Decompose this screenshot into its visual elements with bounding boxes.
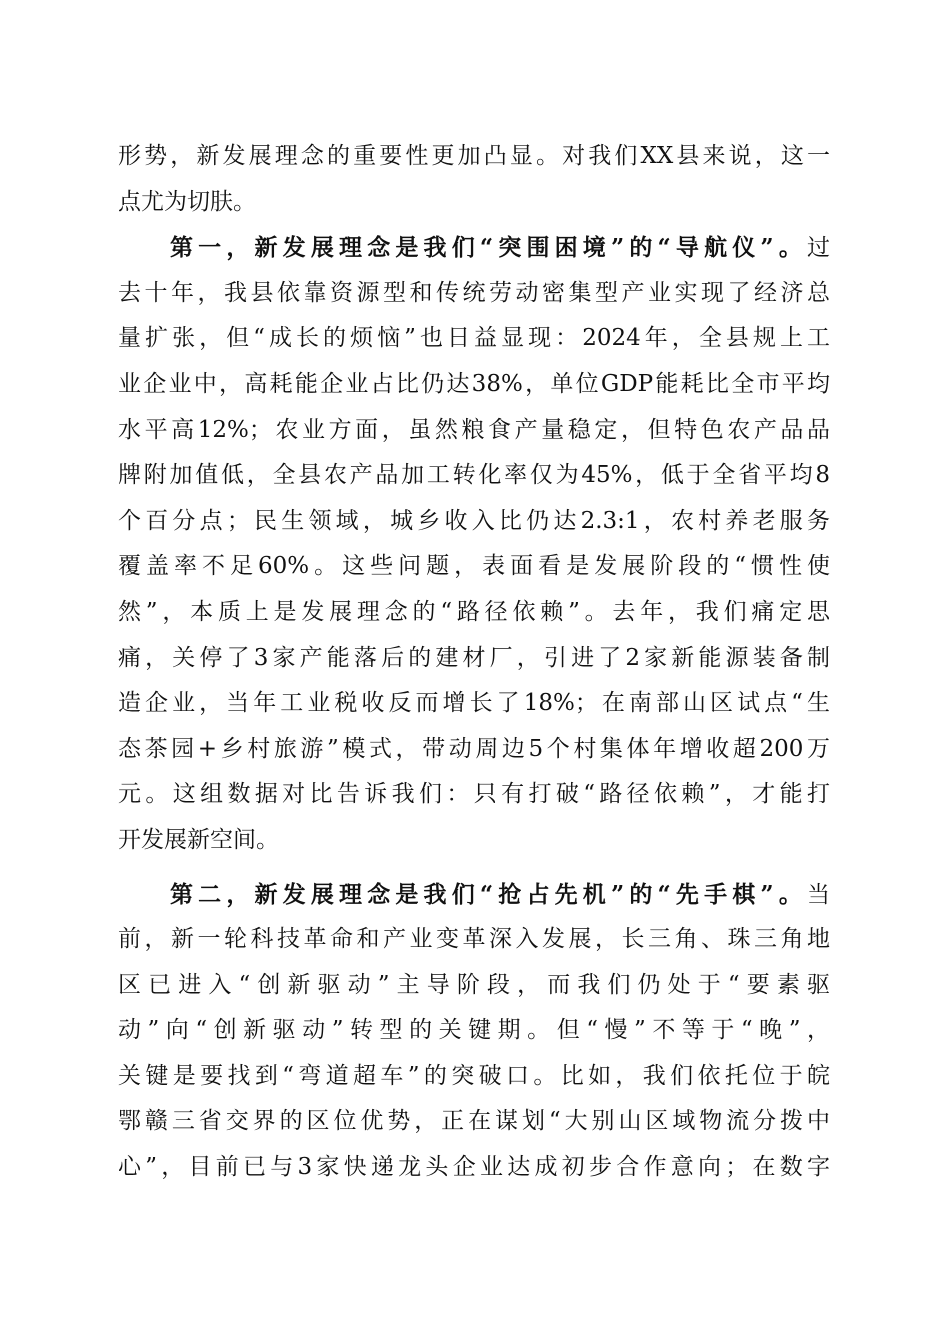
text-line: 牌附加值低，全县农产品加工转化率仅为45%，低于全省平均8 xyxy=(118,462,830,489)
paragraph-2 xyxy=(118,225,830,863)
text-line: 水平高12%；农业方面，虽然粮食产量稳定，但特色农产品品 xyxy=(118,416,830,443)
text-line: 前，新一轮科技革命和产业变革深入发展，长三角、珠三角地 xyxy=(118,926,830,953)
paragraph-1 xyxy=(118,134,830,225)
text-line: 鄂赣三省交界的区位优势，正在谋划“大别山区域物流分拨中 xyxy=(118,1108,830,1135)
text-line: 动”向“创新驱动”转型的关键期。但“慢”不等于“晚”， xyxy=(118,1017,830,1044)
text-line: 然”，本质上是发展理念的“路径依赖”。去年，我们痛定思 xyxy=(118,598,830,625)
text-line: 心”，目前已与3家快递龙头企业达成初步合作意向；在数字 xyxy=(118,1154,830,1181)
text-span: 过 xyxy=(807,235,830,262)
text-line: 区已进入“创新驱动”主导阶段，而我们仍处于“要素驱 xyxy=(118,971,830,998)
paragraph-3 xyxy=(118,872,830,1191)
text-line: 个百分点；民生领域，城乡收入比仍达2.3:1，农村养老服务 xyxy=(118,507,830,534)
text-line: 造企业，当年工业税收反而增长了18%；在南部山区试点“生 xyxy=(118,690,830,717)
text-line: 点尤为切肤。 xyxy=(118,188,256,215)
paragraph-heading-line xyxy=(118,225,830,271)
paragraph-gap xyxy=(118,864,830,872)
text-line: 关键是要找到“弯道超车”的突破口。比如，我们依托位于皖 xyxy=(118,1062,830,1089)
text-line: 覆盖率不足60%。这些问题，表面看是发展阶段的“惯性使 xyxy=(118,553,830,580)
paragraph-heading-line xyxy=(118,872,830,918)
text-line: 去十年，我县依靠资源型和传统劳动密集型产业实现了经济总 xyxy=(118,279,830,306)
text-line: 态茶园+乡村旅游”模式，带动周边5个村集体年增收超200万 xyxy=(118,735,830,762)
text-line: 元。这组数据对比告诉我们：只有打破“路径依赖”，才能打 xyxy=(118,781,830,808)
document-body xyxy=(118,134,830,1191)
text-line: 痛，关停了3家产能落后的建材厂，引进了2家新能源装备制 xyxy=(118,644,830,671)
text-line: 开发展新空间。 xyxy=(118,826,279,853)
text-line: 量扩张，但“成长的烦恼”也日益显现：2024年，全县规上工 xyxy=(118,325,830,352)
paragraph-heading: 第二，新发展理念是我们“抢占先机”的“先手棋”。 xyxy=(170,880,807,908)
text-span: 当 xyxy=(807,881,830,908)
text-line: 业企业中，高耗能企业占比仍达38%，单位GDP能耗比全市平均 xyxy=(118,370,830,397)
paragraph-heading: 第一，新发展理念是我们“突围困境”的“导航仪”。 xyxy=(170,234,807,262)
text-line: 形势，新发展理念的重要性更加凸显。对我们XX县来说，这一 xyxy=(118,143,830,169)
